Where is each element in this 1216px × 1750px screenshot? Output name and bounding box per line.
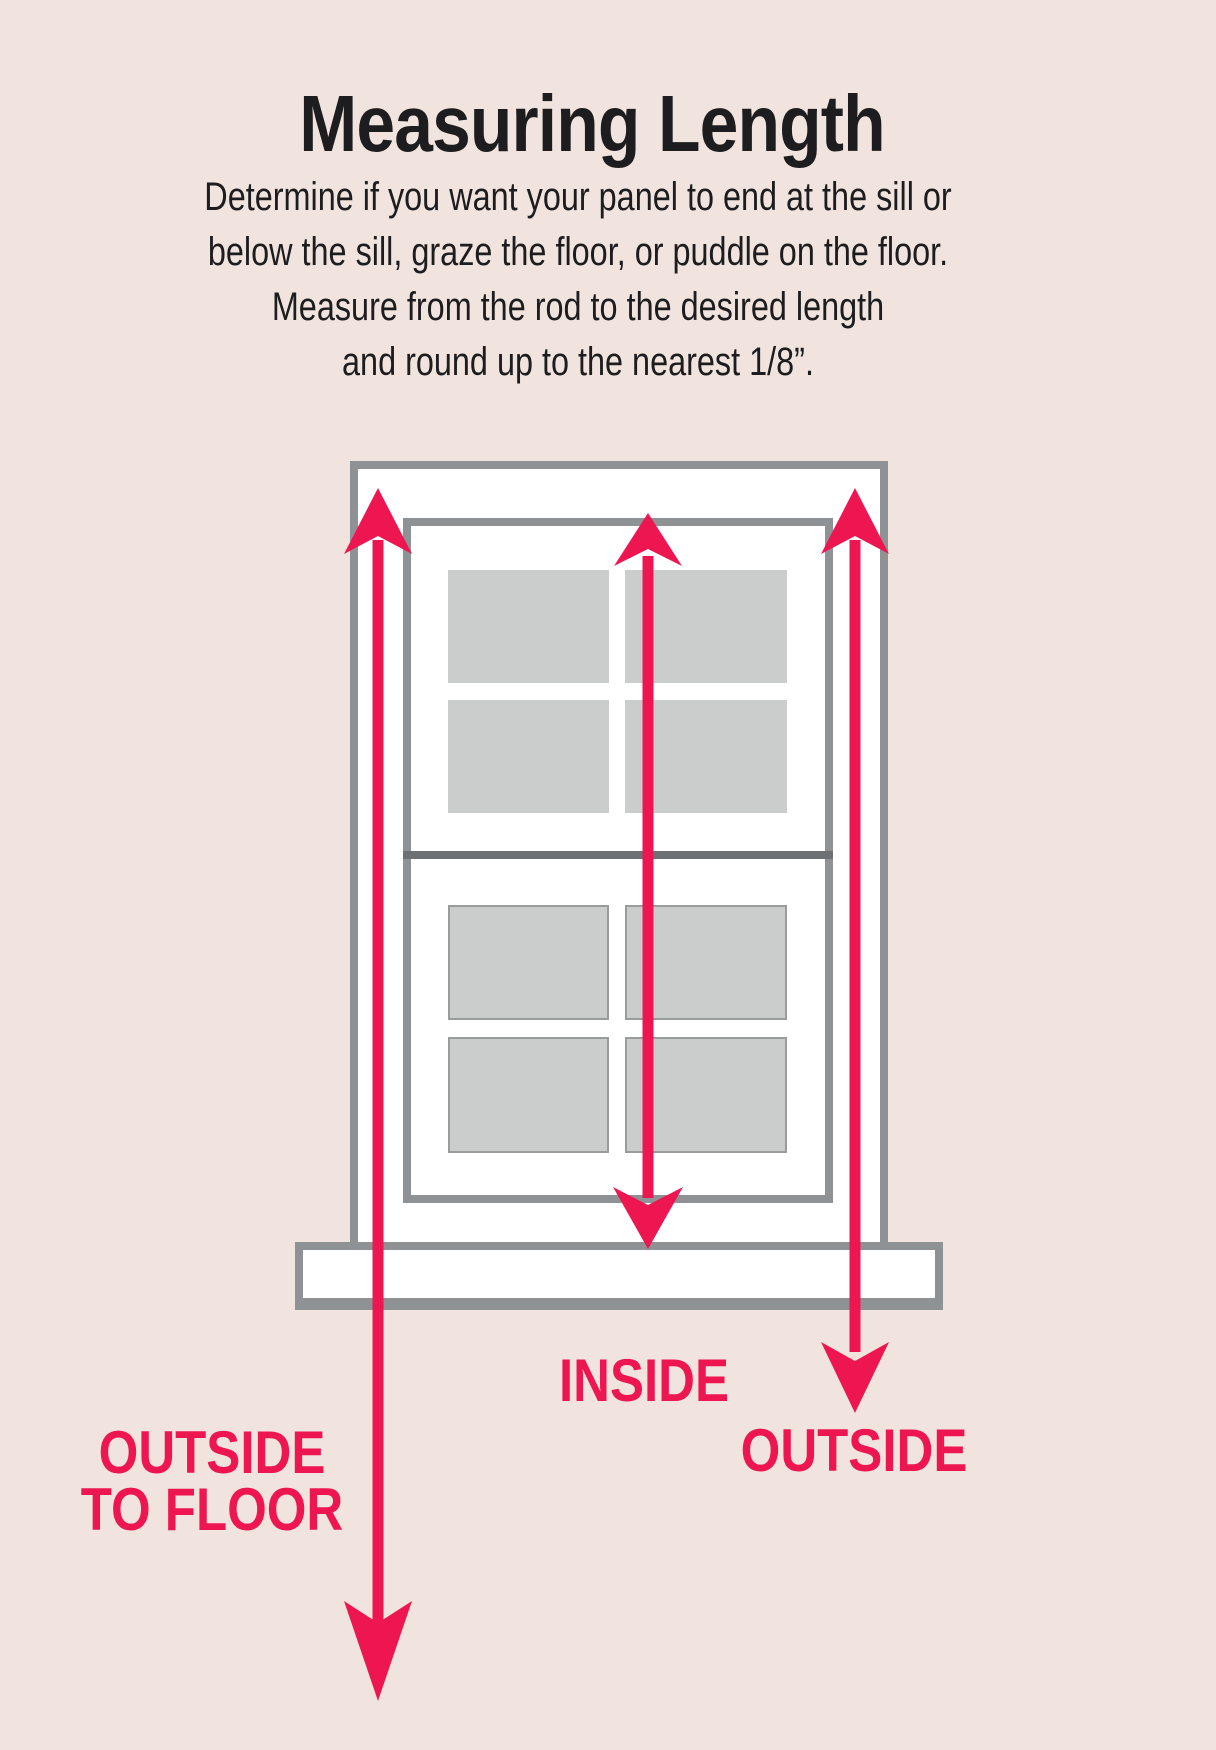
description-line: and round up to the nearest 1/8”.	[342, 340, 814, 384]
arrow-inside	[613, 513, 683, 1249]
label-inside: INSIDE	[558, 1347, 730, 1414]
description-line: below the sill, graze the floor, or puddle on the floor.	[207, 230, 949, 274]
label-outside: OUTSIDE	[740, 1417, 968, 1484]
label-outside-to-floor	[32, 1419, 392, 1543]
label-outside-to-floor-line2: TO FLOOR	[80, 1476, 344, 1543]
description-line: Measure from the rod to the desired length	[271, 285, 885, 329]
page-title: Measuring Length	[299, 79, 885, 168]
arrow-outside	[821, 488, 889, 1413]
description-line: Determine if you want your panel to end at the sill or	[204, 175, 952, 219]
label-outside-to-floor-line1: OUTSIDE	[98, 1419, 326, 1486]
